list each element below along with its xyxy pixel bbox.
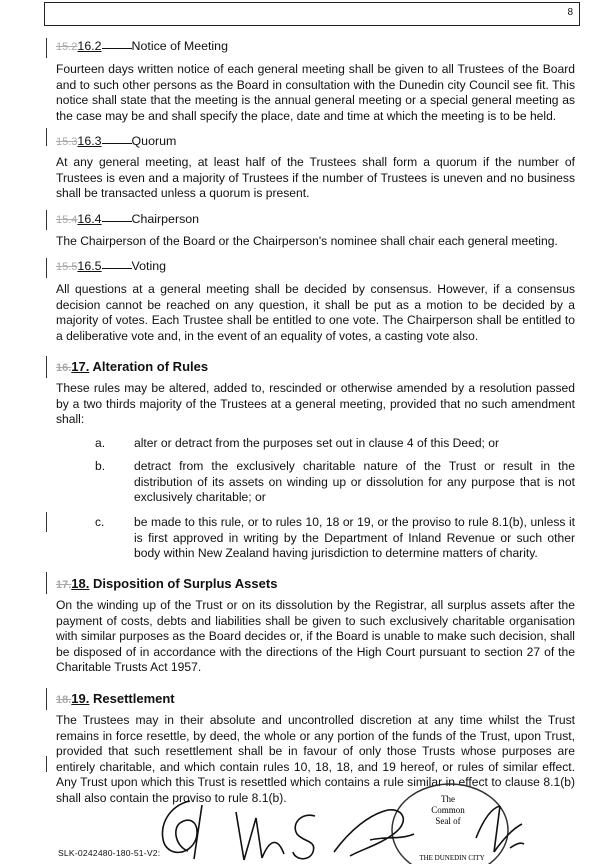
section-body-18: On the winding up of the Trust or on its dissolution by the Registrar, all surplus assets after the payment of costs, debts and liabilities shall be given to such exclusively charitable organisation with similar purposes as the Board decides or, if the Board is unable to make such decision, shall be disposed of in accordance with the directions of the High Court pursuant to section 27 of the Charitable Trusts Act 1957.	[56, 598, 575, 675]
signature-3	[285, 810, 325, 864]
signature-1	[150, 795, 220, 863]
signature-4	[330, 800, 420, 864]
section-heading-17: 16.17. Alteration of Rules	[56, 359, 209, 374]
change-bar	[46, 356, 47, 378]
signature-2	[230, 808, 290, 864]
section-body-16-4: The Chairperson of the Board or the Chairperson's nominee shall chair each general meeting.	[56, 234, 558, 248]
section-heading-16-2: 15.216.2 Notice of Meeting	[56, 39, 228, 53]
seal-line2: Common	[431, 805, 465, 815]
change-bar	[46, 512, 47, 532]
signature-5	[470, 798, 526, 858]
section-body-19: The Trustees may in their absolute and uncontrolled discretion at any time whilst the Trust remains in force resettle, by deed, the whole or any portion of the funds of the Trust, upon Trust, provided that such resettlement shall be in favour of only those Trusts whose purposes are entirely charitable, and which contain rules 10, 18, 18, and 19 hereof, or rules of similar effect. Any Trust upon which this Trust is resettled which contains a rule similar in effect to clause 8.1(b) shall also contain the proviso to rule 8.1(b).	[56, 713, 575, 805]
seal-line1: The	[441, 794, 455, 804]
section-heading-18: 17.18. Disposition of Surplus Assets	[56, 576, 278, 591]
section-body-16-3: At any general meeting, at least half of the Trustees shall form a quorum if the number of Trustees is even and a majority of Trustees if the number of Trustees is uneven and no business shall be transacted unless a quorum is present.	[56, 155, 575, 201]
section-heading-16-5: 15.516.5 Voting	[56, 259, 166, 273]
section-body-16-2: Fourteen days written notice of each general meeting shall be given to all Trustees of the Board and to such other persons as the Board in consultation with the Dunedin city Council see fit. This notice shall state that the meeting is the annual general meeting or a special general meeting as the case may be and shall specify the place, date and time at which the meeting is to be held.	[56, 62, 575, 123]
section-heading-19: 18.19. Resettlement	[56, 691, 175, 706]
change-bar	[46, 756, 47, 772]
change-bar	[46, 210, 47, 230]
section-body-17: These rules may be altered, added to, rescinded or otherwise amended by a resolution passed by a two thirds majority of the Trustees at a general meeting, provided that no such amendment shall:	[56, 381, 575, 427]
change-bar	[46, 688, 47, 710]
change-bar	[46, 38, 47, 58]
change-bar	[46, 572, 47, 594]
change-bar	[46, 258, 47, 278]
seal-line4: THE DUNEDIN CITY	[419, 854, 485, 862]
document-reference: SLK-0242480-180-51-V2:	[58, 848, 161, 858]
document-page: 8 15.216.2 Notice of Meeting Fourteen days written notice of each general meeting shall be given to all Trustees of the Board and to such other persons as the Board in consultation with the Dunedin city Council see fit. This notice shall state that the meeting is the annual general meeting or a special general meeting as the case may be and shall specify the place, date and time at which the meeting is to be held. 15.316.3 Quorum At any general meeting, at least half of the Trustees shall form a quorum if the number of Trustees is even and a majority of Trustees if the number of Trustees is uneven and no business shall be transacted unless a quorum is present. 15.416.4 Chairperson The Chairperson of the Board or the Chairperson's nominee shall chair each general meeting. 15.516.5 Voting All questions at a general meeting shall be decided by consensus. However, if a consensus decision cannot be reached on any question, it shall be put as a motion to be decided by a majority of votes. Each Trustee shall be entitled to one vote. The Chairperson shall be entitled to a deliberative vote and, in the event of an equality of votes, a casting vote also. 16.17. Alteration of Rules These rules may be altered, added to, rescinded or otherwise amended by a resolution passed by a two thirds majority of the Trustees at a general meeting, provided that no such amendment shall: a. alter or detract from the purposes set out in clause 4 of this Deed; or b. detract from the exclusively charitable nature of the Trust or result in the distribution of its assets on winding up or dissolution for any purpose that is not exclusively charitable; or c. be made to this rule, or to rules 10, 18 or 19, or the proviso to rule 8.1(b), unless it is first approved in writing by the Department of Inland Revenue or such other body within New Zealand having jurisdiction to determine matters of charity. 17.18. Disposition of Surplus Assets On the winding up of the Trust or on its dissolution by the Registrar, all surplus assets after the payment of costs, debts and liabilities shall be given to such exclusively charitable organisation with similar purposes as the Board decides or, if the Board is unable to make such decision, shall be disposed of in accordance with the directions of the High Court pursuant to section 27 of the Charitable Trusts Act 1957. 18.19. Resettlement The Trustees may in their absolute and uncontrolled discretion at any time whilst the Trust remains in force resettle, by deed, the whole or any portion of the funds of the Trust, upon Trust, provided that such resettlement shall be in favour of only those Trusts whose purposes are entirely charitable, and which contain rules 10, 18, 18, and 19 hereof, or rules of similar effect. Any Trust upon which this Trust is resettled which contains a rule similar in effect to clause 8.1(b) shall also contain the proviso to rule 8.1(b). The Common Seal of THE DUNEDIN CITY SLK-0242480-180-51-V2:	[0, 0, 596, 864]
page-number: 8	[567, 7, 573, 18]
section-heading-16-4: 15.416.4 Chairperson	[56, 212, 200, 226]
section-heading-16-3: 15.316.3 Quorum	[56, 134, 177, 148]
section-body-16-5: All questions at a general meeting shall be decided by consensus. However, if a consensus decision cannot be reached on any question, it shall be put as a motion to be decided by a majority of votes. Each Trustee shall be entitled to one vote. The Chairperson shall be entitled to a deliberative vote and, in the event of an equality of votes, a casting vote also.	[56, 282, 575, 343]
change-bar	[46, 128, 47, 146]
header-box	[44, 2, 580, 26]
seal-line3: Seal of	[435, 816, 461, 826]
